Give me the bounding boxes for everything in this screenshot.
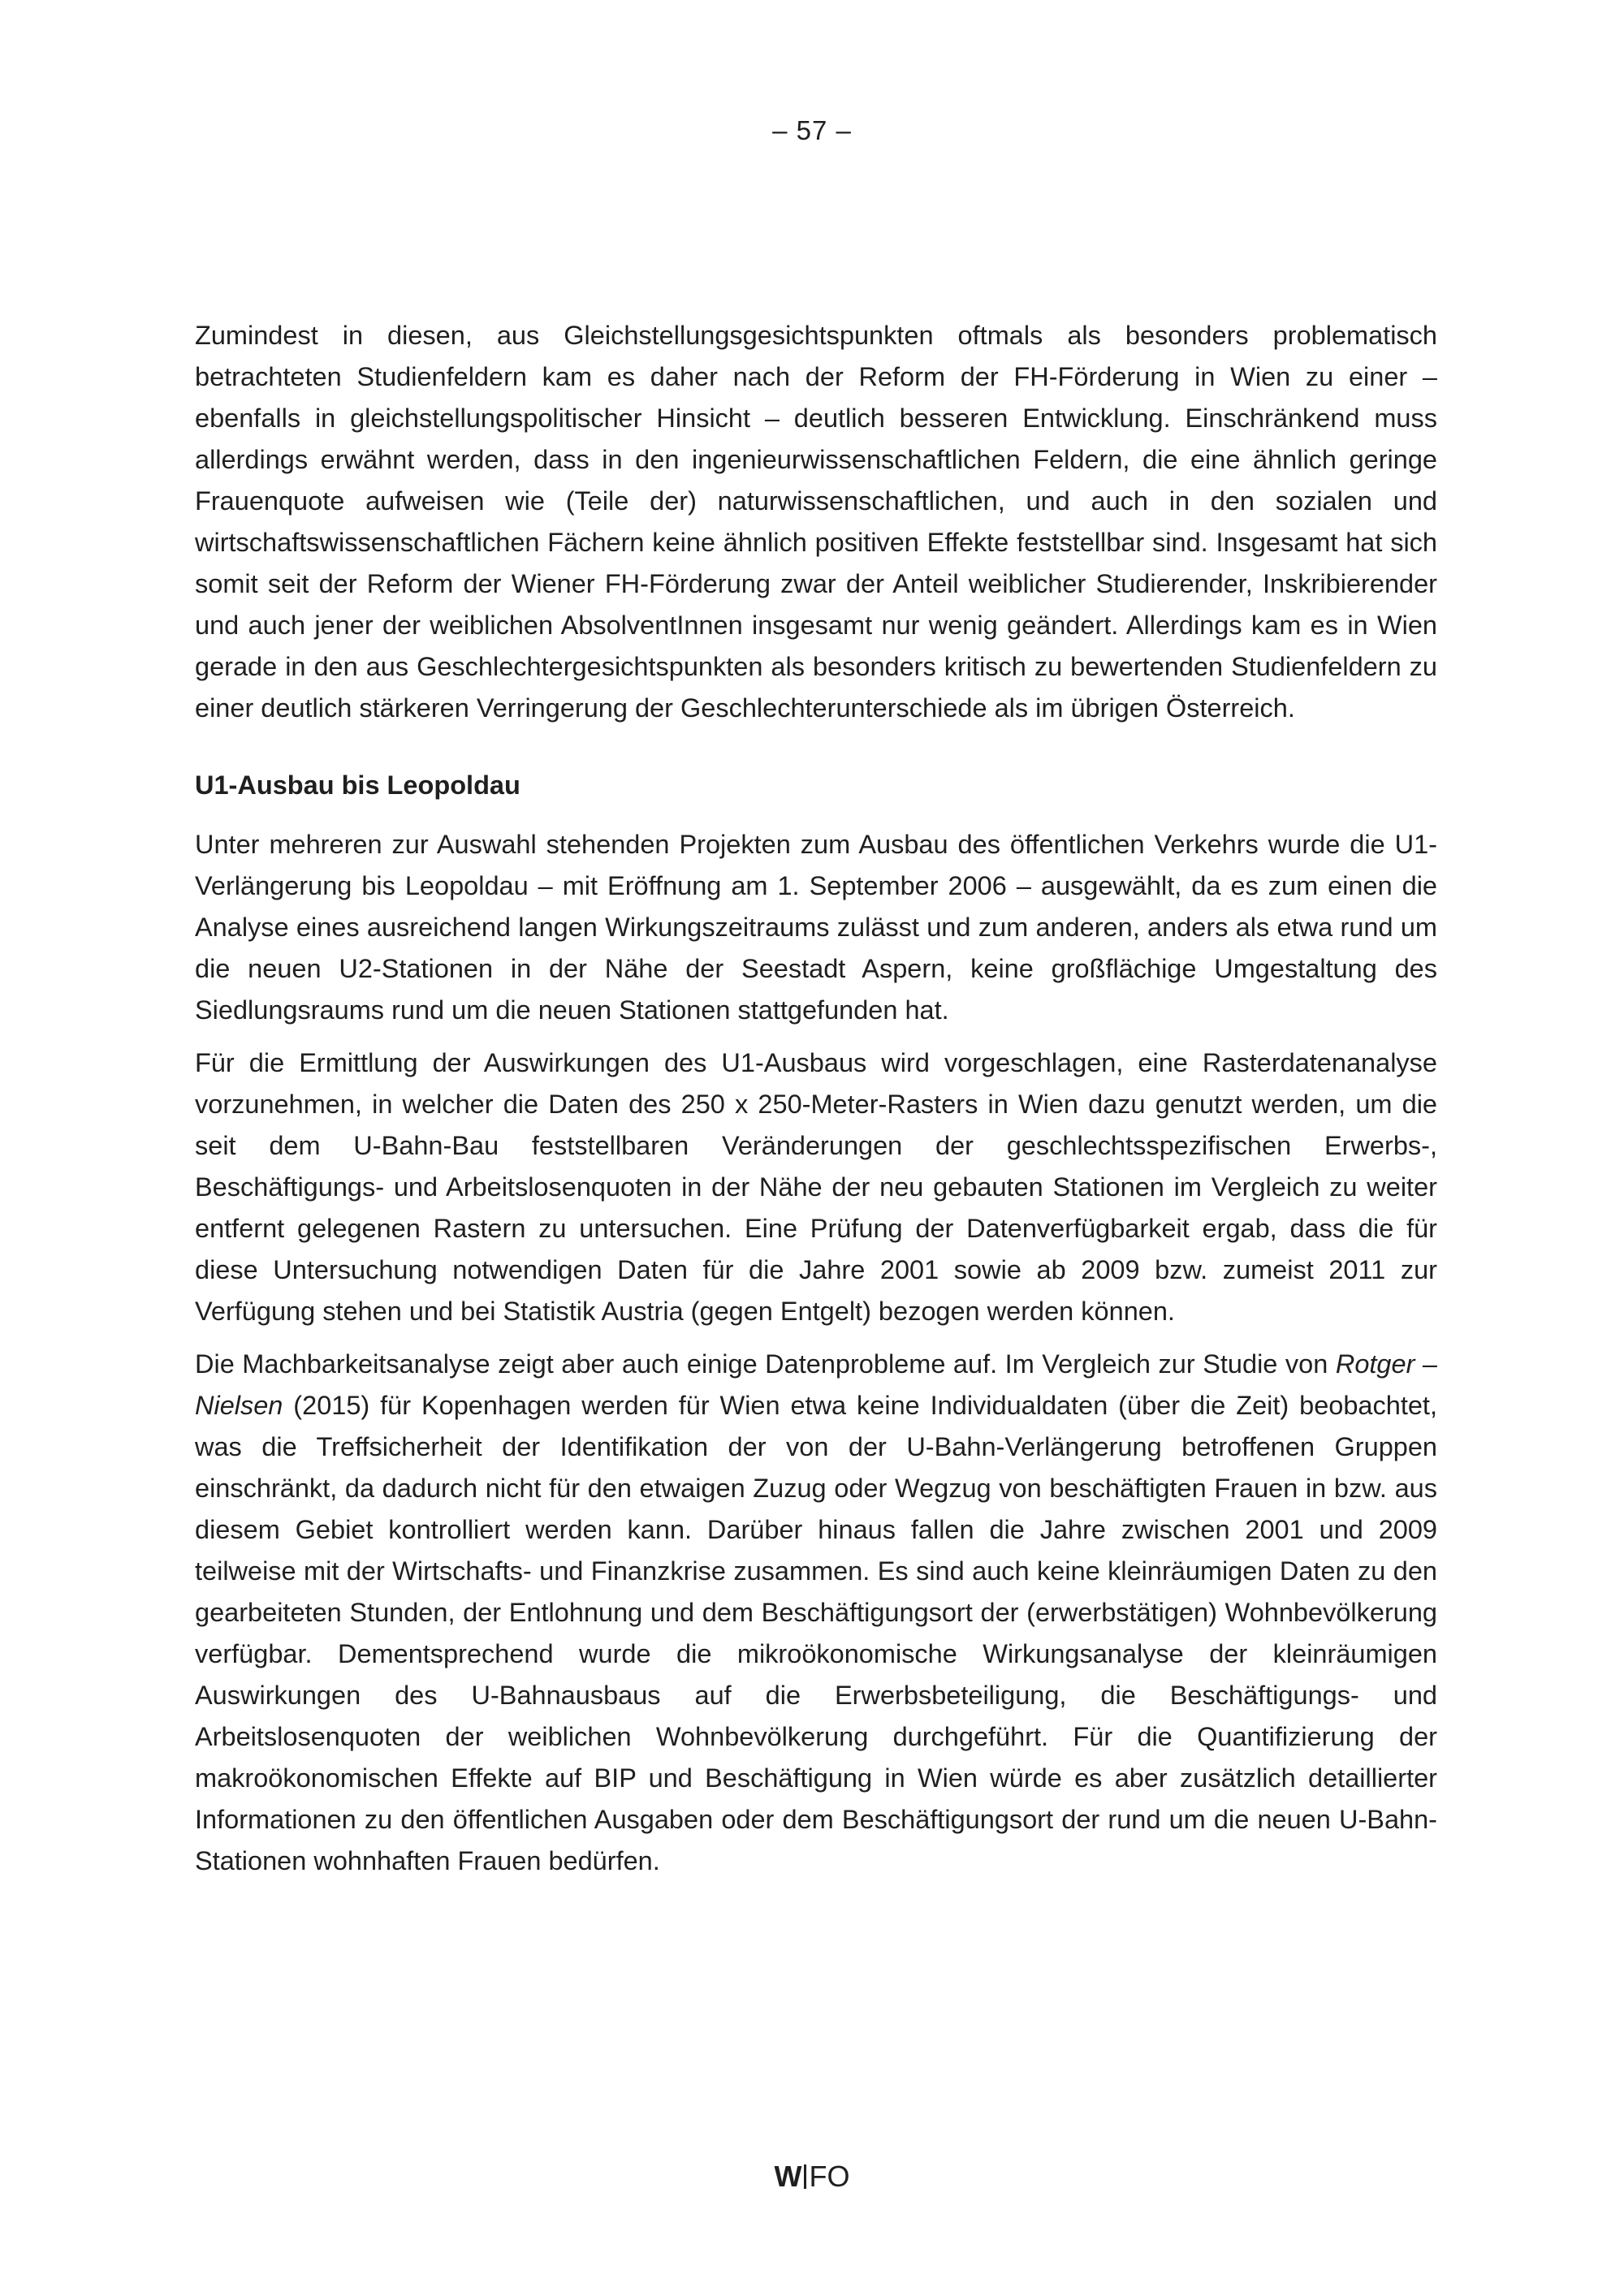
wifo-logo-divider [804,2164,806,2189]
paragraph-data-problems [195,1344,1437,1882]
paragraph-data-problems-rest: (2015) für Kopenhagen werden für Wien etwa keine Individualdaten (über die Zeit) beobachtet, was die Treffsicherheit der Identifikation der von der U-Bahn-Verlängerung betroffenen Gruppen einschränkt, da dadurch nicht für den etwaigen Zuzug oder Wegzug von beschäftigten Frauen in bzw. aus diesem Gebiet kontrolliert werden kann. Darüber hinaus fallen die Jahre zwischen 2001 und 2009 teilweise mit der Wirtschafts- und Finanzkrise zusammen. Es sind auch keine kleinräumigen Daten zu den gearbeiteten Stunden, der Entlohnung und dem Beschäftigungsort der (erwerbstätigen) Wohnbevölkerung verfügbar. Dementsprechend wurde die mikroökonomische Wirkungsanalyse der kleinräumigen Auswirkungen des U-Bahnausbaus auf die Erwerbsbeteiligung, die Beschäftigungs- und Arbeitslosenquoten der weiblichen Wohnbevölkerung durchgeführt. Für die Quantifizierung der makroökonomischen Effekte auf BIP und Beschäftigung in Wien würde es aber zusätzlich detaillierter Informationen zu den öffentlichen Ausgaben oder dem Beschäftigungsort der rund um die neuen U-Bahn-Stationen wohnhaften Frauen bedürfen. [195,1391,1437,1875]
paragraph-data-problems-start: Die Machbarkeitsanalyse zeigt aber auch einige Datenprobleme auf. Im Vergleich zur Studie von [195,1349,1336,1379]
page-number: – 57 – [772,115,852,145]
citation-authors: Rotger – Nielsen [195,1349,1438,1420]
section-heading-u1-extension: U1-Ausbau bis Leopoldau [195,770,520,800]
wifo-logo [0,2160,1624,2194]
wifo-logo-w: W [774,2160,802,2193]
document-body [195,315,1437,1882]
paragraph-gender-study-fields: Zumindest in diesen, aus Gleichstellungsgesichtspunkten oftmals als besonders problematisch betrachteten Studienfeldern kam es daher nach der Reform der FH-Förderung in Wien zu einer – ebenfalls in gleichstellungspolitischer Hinsicht – deutlich besseren Entwicklung. Einschränkend muss allerdings erwähnt werden, dass in den ingenieurwissenschaftlichen Feldern, die eine ähnlich geringe Frauenquote aufweisen wie (Teile der) naturwissenschaftlichen, und auch in den sozialen und wirtschaftswissenschaftlichen Fächern keine ähnlich positiven Effekte feststellbar sind. Insgesamt hat sich somit seit der Reform der Wiener FH-Förderung zwar der Anteil weiblicher Studierender, Inskribierender und auch jener der weiblichen AbsolventInnen insgesamt nur wenig geändert. Allerdings kam es in Wien gerade in den aus Geschlechtergesichtspunkten als besonders kritisch zu bewertenden Studienfeldern zu einer deutlich stärkeren Verringerung der Geschlechterunterschiede als im übrigen Österreich. [195,321,1437,723]
paragraph-u1-selection: Unter mehreren zur Auswahl stehenden Projekten zum Ausbau des öffentlichen Verkehrs wurde die U1-Verlängerung bis Leopoldau – mit Eröffnung am 1. September 2006 – ausgewählt, da es zum einen die Analyse eines ausreichend langen Wirkungszeitraums zulässt und zum anderen, anders als etwa rund um die neuen U2-Stationen in der Nähe der Seestadt Aspern, keine großflächige Umgestaltung des Siedlungsraums rund um die neuen Stationen stattgefunden hat. [195,830,1437,1025]
wifo-logo-fo: FO [809,2160,850,2193]
paragraph-raster-analysis: Für die Ermittlung der Auswirkungen des U1-Ausbaus wird vorgeschlagen, eine Rasterdatenanalyse vorzunehmen, in welcher die Daten des 250 x 250-Meter-Rasters in Wien dazu genutzt werden, um die seit dem U-Bahn-Bau feststellbaren Veränderungen der geschlechtsspezifischen Erwerbs-, Beschäftigungs- und Arbeitslosenquoten in der Nähe der neu gebauten Stationen im Vergleich zu weiter entfernt gelegenen Rastern zu untersuchen. Eine Prüfung der Datenverfügbarkeit ergab, dass die für diese Untersuchung notwendigen Daten für die Jahre 2001 sowie ab 2009 bzw. zumeist 2011 zur Verfügung stehen und bei Statistik Austria (gegen Entgelt) bezogen werden können. [195,1048,1437,1326]
